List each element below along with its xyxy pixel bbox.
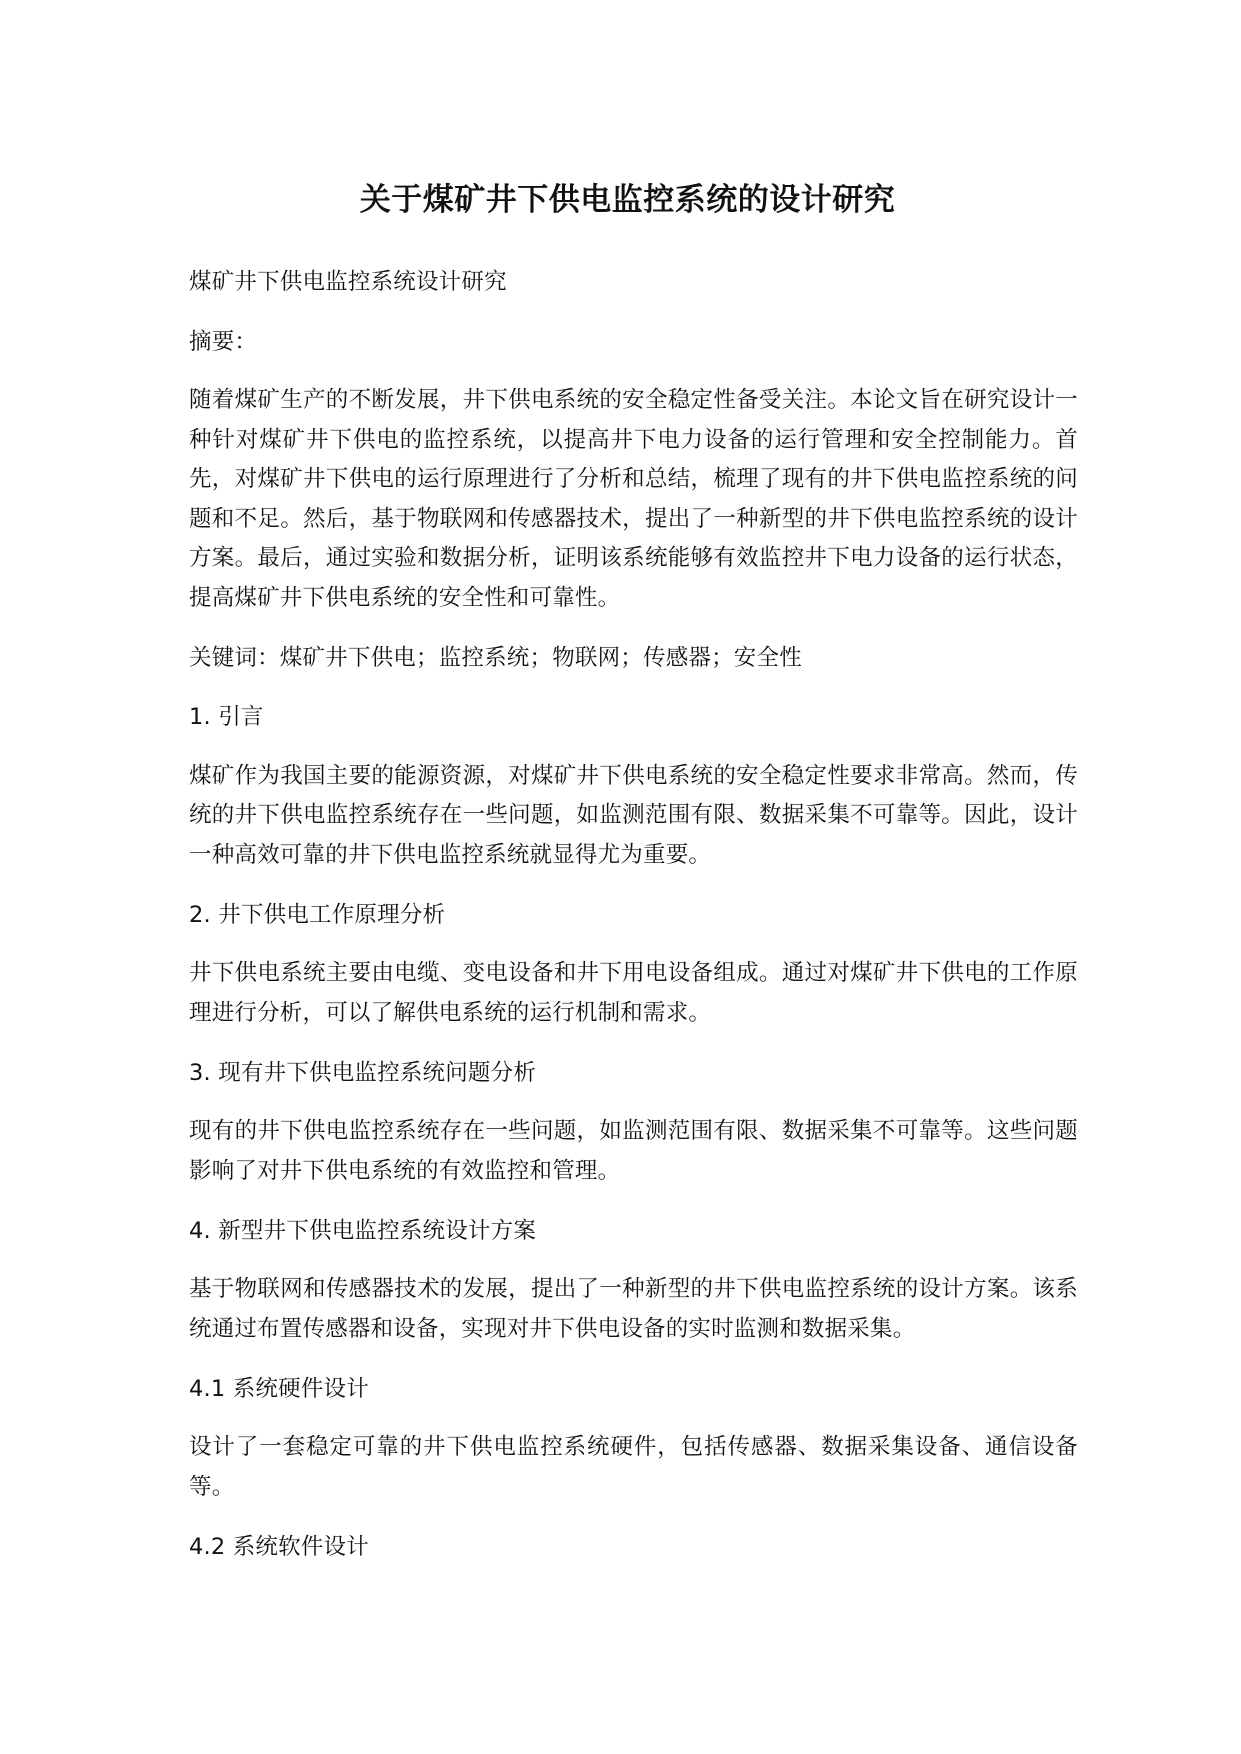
subsection-4-1-paragraph: 设计了一套稳定可靠的井下供电监控系统硬件，包括传感器、数据采集设备、通信设备等。 [189, 1434, 1078, 1500]
subsection-heading-4-2: 4.2 系统软件设计 [189, 1533, 369, 1560]
document-body [189, 262, 1078, 1567]
section-heading-2: 2. 井下供电工作原理分析 [189, 901, 446, 928]
subsection-heading-4-1: 4.1 系统硬件设计 [189, 1375, 369, 1402]
document-title: 关于煤矿井下供电监控系统的设计研究 [359, 182, 896, 218]
subtitle-paragraph: 煤矿井下供电监控系统设计研究 [189, 269, 507, 295]
section-heading-1: 1. 引言 [189, 704, 264, 730]
section-heading-3: 3. 现有井下供电监控系统问题分析 [189, 1059, 537, 1086]
section-2-paragraph: 井下供电系统主要由电缆、变电设备和井下用电设备组成。通过对煤矿井下供电的工作原理进行分析，可以了解供电系统的运行机制和需求。 [189, 960, 1078, 1026]
section-3-paragraph: 现有的井下供电监控系统存在一些问题，如监测范围有限、数据采集不可靠等。这些问题影响了对井下供电系统的有效监控和管理。 [189, 1118, 1078, 1184]
abstract-label: 摘要： [189, 328, 258, 355]
abstract-paragraph: 随着煤矿生产的不断发展，井下供电系统的安全稳定性备受关注。本论文旨在研究设计一种针对煤矿井下供电的监控系统，以提高井下电力设备的运行管理和安全控制能力。首先，对煤矿井下供电的运行原理进行了分析和总结，梳理了现有的井下供电监控系统的问题和不足。然后，基于物联网和传感器技术，提出了一种新型的井下供电监控系统的设计方案。最后，通过实验和数据分析，证明该系统能够有效监控井下电力设备的运行状态，提高煤矿井下供电系统的安全性和可靠性。 [189, 387, 1078, 611]
section-4-paragraph: 基于物联网和传感器技术的发展，提出了一种新型的井下供电监控系统的设计方案。该系统通过布置传感器和设备，实现对井下供电设备的实时监测和数据采集。 [189, 1276, 1078, 1342]
keywords-paragraph: 关键词：煤矿井下供电；监控系统；物联网；传感器；安全性 [189, 644, 802, 671]
section-heading-4: 4. 新型井下供电监控系统设计方案 [189, 1217, 537, 1244]
section-1-paragraph: 煤矿作为我国主要的能源资源，对煤矿井下供电系统的安全稳定性要求非常高。然而，传统的井下供电监控系统存在一些问题，如监测范围有限、数据采集不可靠等。因此，设计一种高效可靠的井下供电监控系统就显得尤为重要。 [189, 762, 1078, 868]
